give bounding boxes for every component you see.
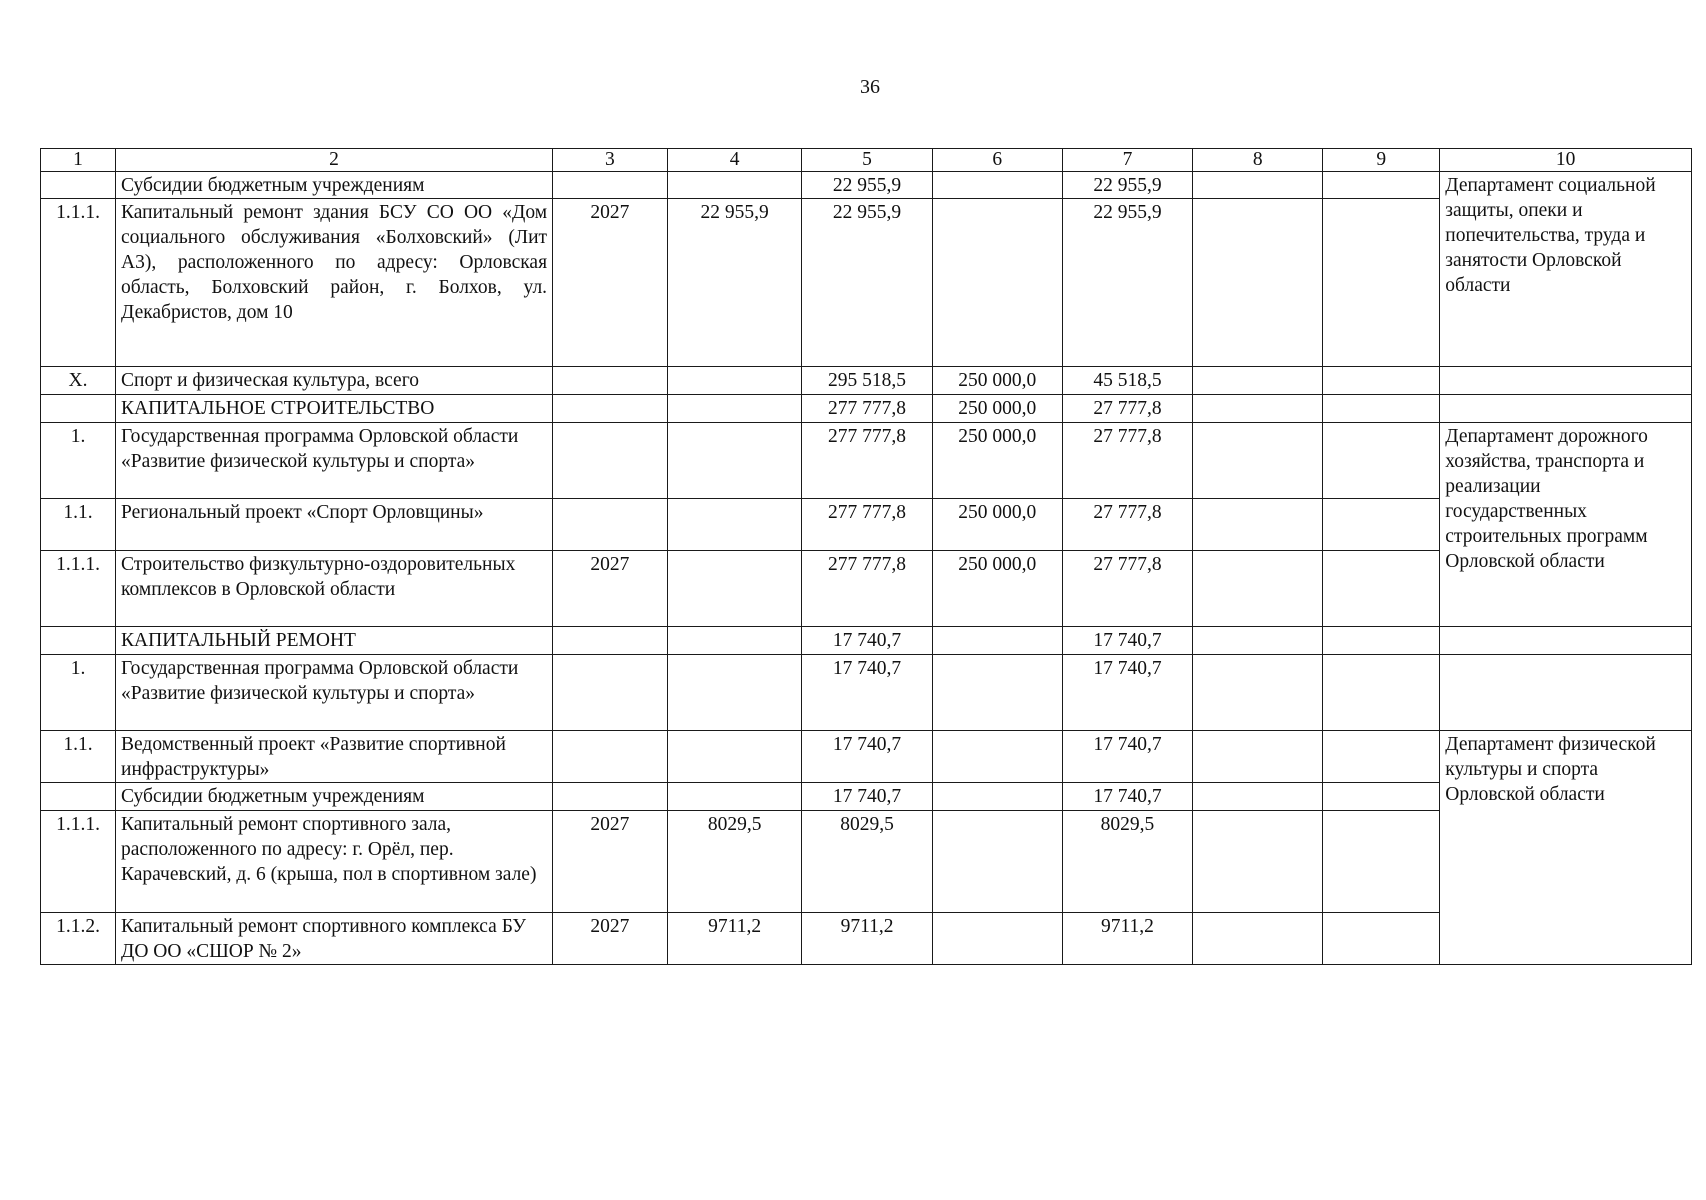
regional-cell: 27 777,8: [1062, 551, 1192, 627]
col9-cell: [1323, 811, 1440, 913]
col8-cell: [1193, 423, 1323, 499]
regional-cell: 17 740,7: [1062, 783, 1192, 811]
regional-cell: 27 777,8: [1062, 423, 1192, 499]
responsible-dept-cell: Департамент дорожного хозяйства, транспорта и реализации государственных строительных программ Орловской области: [1440, 423, 1692, 627]
item-name-cell: Ведомственный проект «Развитие спортивной инфраструктуры»: [116, 731, 553, 783]
responsible-dept-cell: [1440, 367, 1692, 395]
table-row: [41, 395, 1692, 423]
col9-cell: [1323, 172, 1440, 199]
col8-cell: [1193, 913, 1323, 965]
row-number-cell: [41, 783, 116, 811]
federal-cell: [932, 199, 1062, 367]
federal-cell: [932, 783, 1062, 811]
cost-cell: [667, 395, 802, 423]
responsible-dept-cell: Департамент социальной защиты, опеки и попечительства, труда и занятости Орловской области: [1440, 172, 1692, 367]
responsible-dept-cell: [1440, 395, 1692, 423]
cost-cell: [667, 172, 802, 199]
header-cell: 9: [1323, 149, 1440, 172]
header-cell: 10: [1440, 149, 1692, 172]
federal-cell: 250 000,0: [932, 367, 1062, 395]
col8-cell: [1193, 627, 1323, 655]
total-cell: 17 740,7: [802, 731, 932, 783]
federal-cell: 250 000,0: [932, 499, 1062, 551]
col8-cell: [1193, 811, 1323, 913]
regional-cell: 17 740,7: [1062, 731, 1192, 783]
year-cell: [553, 499, 668, 551]
row-number-cell: 1.1.: [41, 499, 116, 551]
cost-cell: 22 955,9: [667, 199, 802, 367]
year-cell: [553, 627, 668, 655]
regional-cell: 22 955,9: [1062, 172, 1192, 199]
col9-cell: [1323, 395, 1440, 423]
col8-cell: [1193, 655, 1323, 731]
total-cell: 295 518,5: [802, 367, 932, 395]
header-cell: 5: [802, 149, 932, 172]
cost-cell: [667, 655, 802, 731]
year-cell: [553, 367, 668, 395]
federal-cell: [932, 731, 1062, 783]
cost-cell: [667, 627, 802, 655]
header-cell: 2: [116, 149, 553, 172]
item-name-cell: Субсидии бюджетным учреждениям: [116, 172, 553, 199]
table-row: [41, 367, 1692, 395]
cost-cell: 9711,2: [667, 913, 802, 965]
item-name-cell: Государственная программа Орловской области «Развитие физической культуры и спорта»: [116, 423, 553, 499]
total-cell: 22 955,9: [802, 172, 932, 199]
header-cell: 8: [1193, 149, 1323, 172]
col9-cell: [1323, 499, 1440, 551]
cost-cell: [667, 731, 802, 783]
col8-cell: [1193, 367, 1323, 395]
regional-cell: 17 740,7: [1062, 627, 1192, 655]
regional-cell: 8029,5: [1062, 811, 1192, 913]
year-cell: [553, 395, 668, 423]
col8-cell: [1193, 731, 1323, 783]
total-cell: 277 777,8: [802, 551, 932, 627]
header-cell: 4: [667, 149, 802, 172]
total-cell: 17 740,7: [802, 655, 932, 731]
header-row: [41, 149, 1692, 172]
year-cell: 2027: [553, 811, 668, 913]
federal-cell: 250 000,0: [932, 551, 1062, 627]
item-name-cell: Субсидии бюджетным учреждениям: [116, 783, 553, 811]
table-row: [41, 655, 1692, 731]
responsible-dept-cell: [1440, 627, 1692, 655]
regional-cell: 27 777,8: [1062, 395, 1192, 423]
cost-cell: [667, 423, 802, 499]
col9-cell: [1323, 783, 1440, 811]
page-number: 36: [860, 76, 880, 98]
item-name-cell: Капитальный ремонт здания БСУ СО ОО «Дом социального обслуживания «Болховский» (Лит А3), расположенного по адресу: Орловская область, Болховский район, г. Болхов, ул. Декабристов, дом 10: [116, 199, 553, 367]
row-number-cell: 1.1.1.: [41, 551, 116, 627]
row-number-cell: [41, 627, 116, 655]
table-row: [41, 627, 1692, 655]
total-cell: 22 955,9: [802, 199, 932, 367]
cost-cell: [667, 551, 802, 627]
item-name-cell: КАПИТАЛЬНОЕ СТРОИТЕЛЬСТВО: [116, 395, 553, 423]
table-row: [41, 423, 1692, 499]
table-row: [41, 731, 1692, 783]
federal-cell: [932, 627, 1062, 655]
total-cell: 9711,2: [802, 913, 932, 965]
regional-cell: 9711,2: [1062, 913, 1192, 965]
total-cell: 8029,5: [802, 811, 932, 913]
total-cell: 277 777,8: [802, 395, 932, 423]
col9-cell: [1323, 199, 1440, 367]
row-number-cell: [41, 172, 116, 199]
row-number-cell: 1.1.2.: [41, 913, 116, 965]
col9-cell: [1323, 367, 1440, 395]
budget-table: [40, 148, 1692, 965]
federal-cell: [932, 172, 1062, 199]
item-name-cell: Строительство физкультурно-оздоровительных комплексов в Орловской области: [116, 551, 553, 627]
year-cell: 2027: [553, 551, 668, 627]
col9-cell: [1323, 551, 1440, 627]
table-row: [41, 172, 1692, 199]
row-number-cell: 1.1.: [41, 731, 116, 783]
item-name-cell: Спорт и физическая культура, всего: [116, 367, 553, 395]
row-number-cell: 1.1.1.: [41, 199, 116, 367]
row-number-cell: X.: [41, 367, 116, 395]
col8-cell: [1193, 395, 1323, 423]
total-cell: 277 777,8: [802, 499, 932, 551]
col9-cell: [1323, 423, 1440, 499]
year-cell: [553, 423, 668, 499]
col9-cell: [1323, 913, 1440, 965]
col8-cell: [1193, 172, 1323, 199]
row-number-cell: [41, 395, 116, 423]
regional-cell: 22 955,9: [1062, 199, 1192, 367]
col9-cell: [1323, 627, 1440, 655]
item-name-cell: Капитальный ремонт спортивного зала, расположенного по адресу: г. Орёл, пер. Карачевский, д. 6 (крыша, пол в спортивном зале): [116, 811, 553, 913]
federal-cell: [932, 811, 1062, 913]
cost-cell: [667, 499, 802, 551]
federal-cell: [932, 655, 1062, 731]
year-cell: 2027: [553, 913, 668, 965]
item-name-cell: Региональный проект «Спорт Орловщины»: [116, 499, 553, 551]
regional-cell: 27 777,8: [1062, 499, 1192, 551]
year-cell: 2027: [553, 199, 668, 367]
cost-cell: 8029,5: [667, 811, 802, 913]
total-cell: 17 740,7: [802, 783, 932, 811]
item-name-cell: КАПИТАЛЬНЫЙ РЕМОНТ: [116, 627, 553, 655]
federal-cell: [932, 913, 1062, 965]
header-cell: 1: [41, 149, 116, 172]
header-cell: 6: [932, 149, 1062, 172]
col8-cell: [1193, 783, 1323, 811]
item-name-cell: Государственная программа Орловской области «Развитие физической культуры и спорта»: [116, 655, 553, 731]
item-name-cell: Капитальный ремонт спортивного комплекса БУ ДО ОО «СШОР № 2»: [116, 913, 553, 965]
header-cell: 7: [1062, 149, 1192, 172]
year-cell: [553, 655, 668, 731]
responsible-dept-cell: [1440, 655, 1692, 731]
year-cell: [553, 172, 668, 199]
cost-cell: [667, 783, 802, 811]
col8-cell: [1193, 551, 1323, 627]
year-cell: [553, 731, 668, 783]
col8-cell: [1193, 199, 1323, 367]
total-cell: 17 740,7: [802, 627, 932, 655]
row-number-cell: 1.1.1.: [41, 811, 116, 913]
header-cell: 3: [553, 149, 668, 172]
responsible-dept-cell: Департамент физической культуры и спорта Орловской области: [1440, 731, 1692, 965]
row-number-cell: 1.: [41, 655, 116, 731]
col9-cell: [1323, 731, 1440, 783]
federal-cell: 250 000,0: [932, 423, 1062, 499]
row-number-cell: 1.: [41, 423, 116, 499]
year-cell: [553, 783, 668, 811]
federal-cell: 250 000,0: [932, 395, 1062, 423]
regional-cell: 45 518,5: [1062, 367, 1192, 395]
col9-cell: [1323, 655, 1440, 731]
cost-cell: [667, 367, 802, 395]
total-cell: 277 777,8: [802, 423, 932, 499]
regional-cell: 17 740,7: [1062, 655, 1192, 731]
col8-cell: [1193, 499, 1323, 551]
